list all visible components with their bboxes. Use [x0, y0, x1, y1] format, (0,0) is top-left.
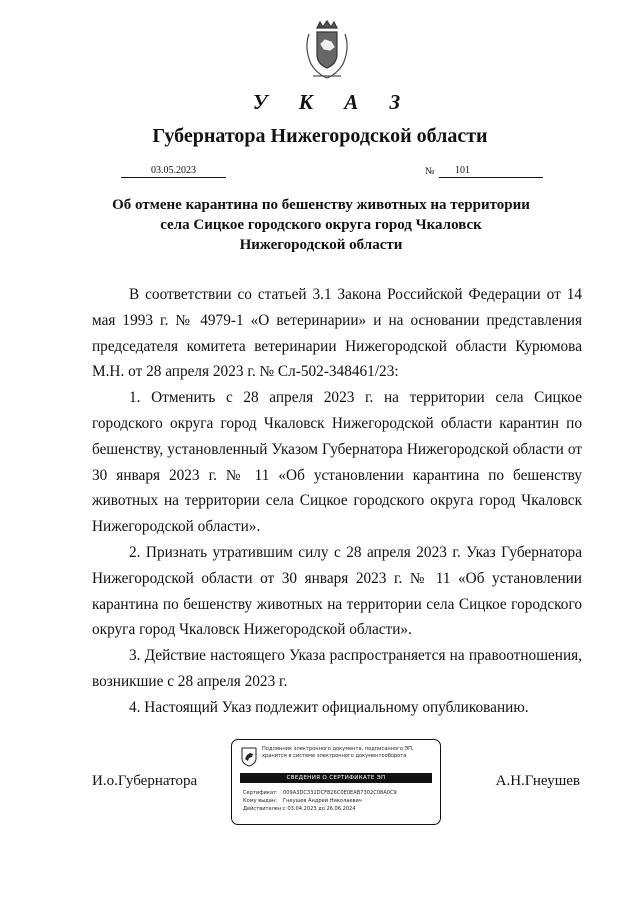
- validity-label: Действителен:: [243, 806, 284, 812]
- certificate-info-bar: СВЕДЕНИЯ О СЕРТИФИКАТЕ ЭП: [240, 773, 432, 783]
- subject-line: села Сицкое городского округа город Чкаловск: [160, 217, 482, 233]
- validity-row: [243, 805, 397, 813]
- paragraph-preamble: В соответствии со статьей 3.1 Закона Российской Федерации от 14 мая 1993 г. № 4979-1 «О ветеринарии» и на основании представления председателя комитета ветеринарии Нижегородской области Курюмова М.Н. от 28 апреля 2023 г. № Сл-502-348461/23:: [92, 286, 582, 381]
- paragraph-item-4: 4. Настоящий Указ подлежит официальному опубликованию.: [129, 698, 529, 716]
- stamp-header: Подлинник электронного документа, подписанного ЭП, хранится в системе электронного документооборота: [262, 746, 414, 759]
- certificate-label: Сертификат:: [243, 790, 278, 796]
- subject-line: Нижегородской области: [239, 237, 403, 253]
- issued-to-row: [243, 797, 397, 805]
- certificate-value: 009A3DC331DCF826C0E0EAB7302C08A0C9: [283, 790, 397, 796]
- validity-value: с 03.04.2023 до 26.06.2024: [283, 806, 356, 812]
- subject-line: Об отмене карантина по бешенству животных на территории: [112, 197, 530, 213]
- paragraph-item-1: 1. Отменить с 28 апреля 2023 г. на территории села Сицкое городского округа город Чкаловск Нижегородской области карантин по бешенству, установленный Указом Губернатора Нижегородской области от 30 января 2023 г. № 11 «Об установлении карантина по бешенству животных на территории села Сицкое городского округа город Чкаловск Нижегородской области».: [92, 389, 582, 536]
- paragraph-item-2: 2. Признать утратившим силу с 28 апреля 2023 г. Указ Губернатора Нижегородской области от 30 января 2023 г. № 11 «Об установлении карантина по бешенству животных на территории села Сицкое городского округа город Чкаловск Нижегородской области».: [92, 543, 582, 639]
- issued-to-value: Гнеушев Андрей Николаевич: [283, 798, 362, 804]
- electronic-signature-stamp: [231, 739, 441, 825]
- signatory-name: А.Н.Гнеушев: [495, 773, 580, 789]
- number-label: №: [425, 166, 435, 177]
- coat-of-arms-icon: [303, 18, 351, 80]
- document-body: [92, 282, 582, 721]
- signatory-position: И.о.Губернатора: [92, 773, 198, 789]
- deer-emblem-icon: [241, 747, 257, 767]
- paragraph-item-3: 3. Действие настоящего Указа распространяется на правоотношения, возникшие с 28 апреля 2023 г.: [92, 647, 582, 690]
- issued-to-label: Кому выдан:: [243, 798, 277, 804]
- subject-title: [100, 195, 542, 255]
- document-number: 101: [439, 165, 543, 178]
- decree-title: У К А З: [252, 90, 414, 114]
- certificate-row: [243, 789, 397, 797]
- document-date: 03.05.2023: [121, 165, 226, 178]
- certificate-details: [243, 789, 397, 813]
- issuer-title: Губернатора Нижегородской области: [152, 125, 488, 147]
